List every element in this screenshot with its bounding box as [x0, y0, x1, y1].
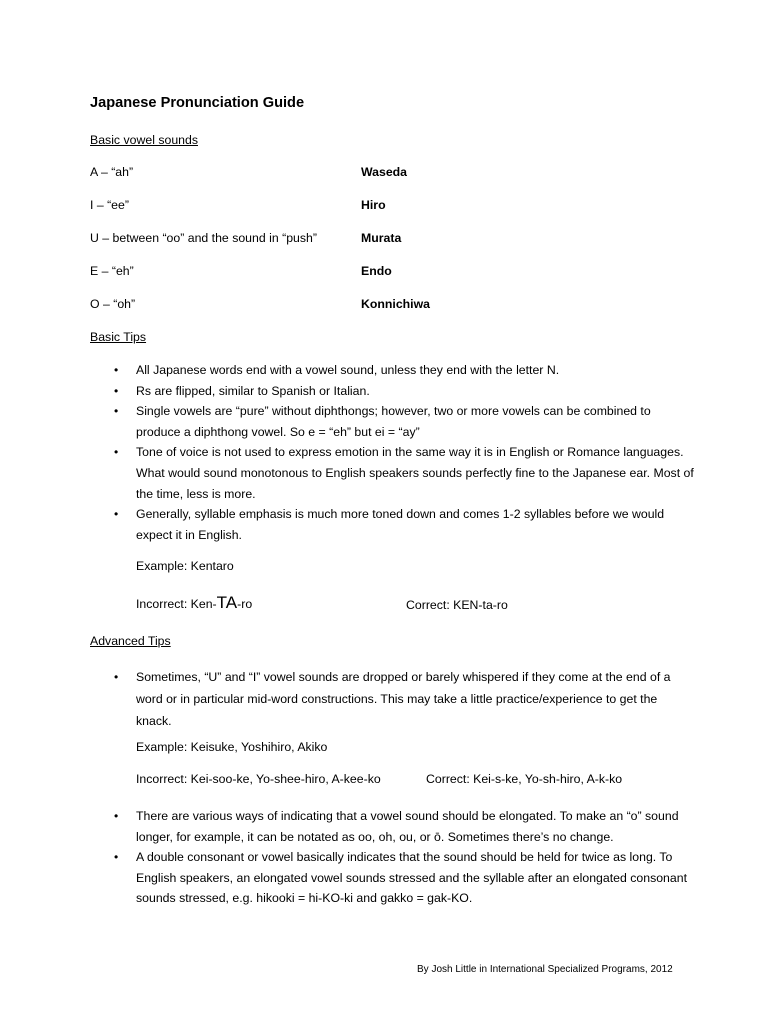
basic-incorrect [136, 594, 252, 611]
list-item: • There are various ways of indicating that a vowel sound should be elongated. To make an “o” sound longer, for example, it can be notated as oo, oh, ou, or ō. Sometimes there’s no change. [136, 806, 696, 847]
basic-tips-list [136, 360, 696, 545]
incorrect-prefix: Incorrect: Ken- [136, 597, 217, 611]
footer-credit: By Josh Little in International Specialized Programs, 2012 [417, 964, 673, 975]
list-item: • A double consonant or vowel basically indicates that the sound should be held for twice as long. To English speakers, an elongated vowel sounds stressed and the syllable after an elongated consonant sounds stressed, e.g. hikooki = hi-KO-ki and gakko = gak-KO. [136, 847, 696, 909]
basic-correct: Correct: KEN-ta-ro [406, 598, 508, 612]
incorrect-suffix: -ro [237, 597, 253, 611]
advanced-correct: Correct: Kei-s-ke, Yo-sh-hiro, A-k-ko [426, 772, 623, 786]
list-item: • Rs are flipped, similar to Spanish or Italian. [136, 381, 696, 402]
vowel-example: Waseda [361, 165, 408, 179]
advanced-tips-list-2 [136, 806, 696, 909]
vowel-sound: A – “ah” [90, 165, 134, 179]
vowel-example: Konnichiwa [361, 297, 431, 311]
vowel-sound: O – “oh” [90, 297, 136, 311]
vowel-sound: I – “ee” [90, 198, 129, 212]
vowel-example: Murata [361, 231, 402, 245]
vowel-sound: E – “eh” [90, 264, 134, 278]
basic-example: Example: Kentaro [136, 559, 234, 573]
list-item: • Tone of voice is not used to express emotion in the same way it is in English or Romance languages. What would sound monotonous to English speakers sounds perfectly fine to the Japanese ear. Most of the time, less is more. [136, 442, 696, 504]
vowel-sound: U – between “oo” and the sound in “push” [90, 231, 317, 245]
list-item: • Single vowels are “pure” without diphthongs; however, two or more vowels can be combined to produce a diphthong vowel. So e = “eh” but ei = “ay” [136, 401, 696, 442]
vowels-heading: Basic vowel sounds [90, 133, 198, 147]
list-item: • Generally, syllable emphasis is much more toned down and comes 1-2 syllables before we would expect it in English. [136, 504, 696, 545]
basic-tips-heading: Basic Tips [90, 330, 147, 344]
advanced-tips-list-1 [136, 666, 696, 732]
list-item: • Sometimes, “U” and “I” vowel sounds are dropped or barely whispered if they come at the end of a word or in particular mid-word constructions. This may take a little practice/experience to get the knack. [136, 666, 696, 732]
advanced-incorrect: Incorrect: Kei-soo-ke, Yo-shee-hiro, A-kee-ko [136, 772, 381, 786]
page-title: Japanese Pronunciation Guide [90, 95, 305, 111]
vowel-example: Hiro [361, 198, 386, 212]
advanced-tips-heading: Advanced Tips [90, 634, 171, 648]
advanced-example: Example: Keisuke, Yoshihiro, Akiko [136, 740, 328, 754]
vowel-example: Endo [361, 264, 392, 278]
list-item: • All Japanese words end with a vowel sound, unless they end with the letter N. [136, 360, 696, 381]
incorrect-emphasis: TA [216, 593, 238, 612]
